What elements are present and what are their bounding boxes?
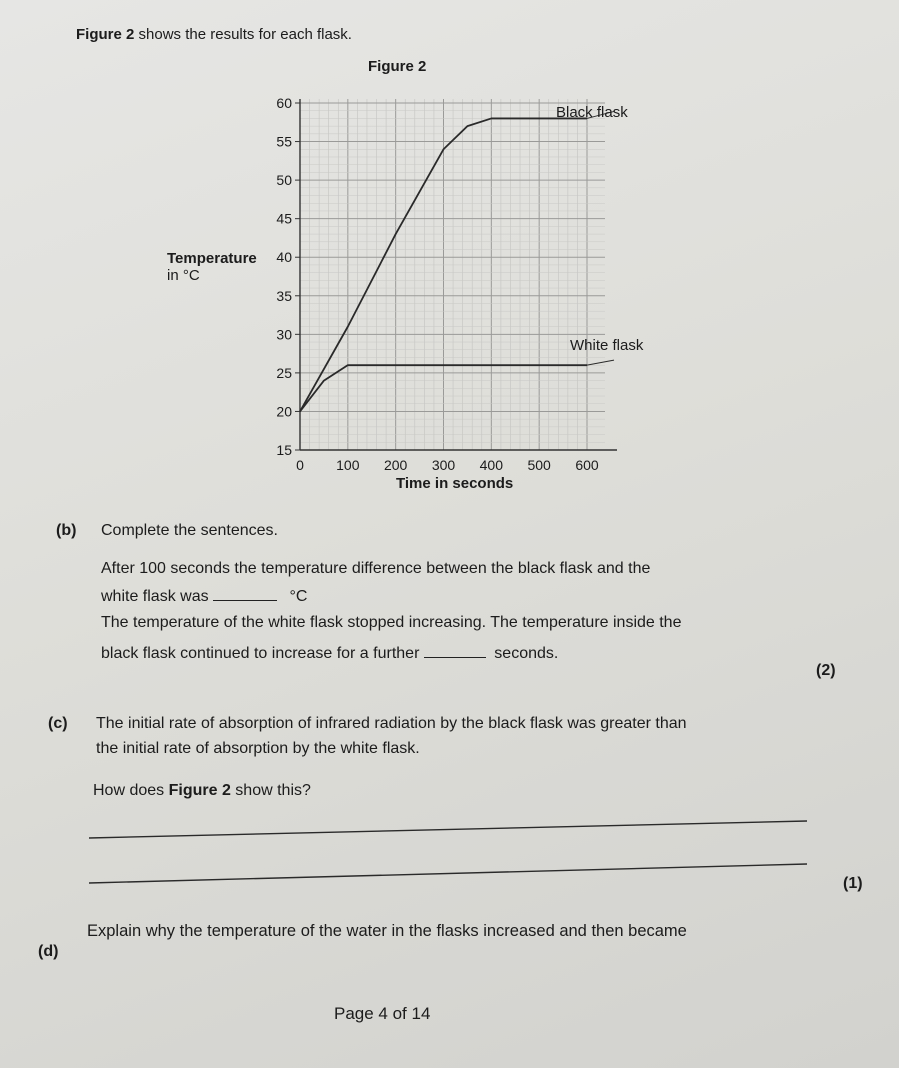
y-tick-label: 35 [276, 287, 292, 304]
part-b-line4-prefix: black flask continued to increase for a further [101, 645, 420, 662]
series-label-black-flask: Black flask [556, 104, 628, 121]
part-c-question-suffix: show this? [235, 782, 311, 799]
x-axis-label: Time in seconds [396, 475, 514, 492]
part-c-marks: (1) [843, 875, 863, 892]
part-b-line2-prefix: white flask was [101, 588, 209, 605]
part-c-question-prefix: How does [93, 782, 165, 799]
part-b-line2-unit: °C [289, 588, 308, 605]
x-tick-label: 300 [431, 457, 456, 473]
part-c-question-figure-ref: Figure 2 [168, 782, 231, 799]
part-b-label: (b) [56, 522, 77, 539]
part-c-line2: the initial rate of absorption by the white flask. [96, 740, 420, 757]
figure-title: Figure 2 [368, 58, 427, 75]
x-tick-label: 400 [479, 457, 504, 473]
part-c-answer-line-1[interactable] [89, 821, 807, 838]
x-tick-label: 0 [296, 457, 304, 473]
y-tick-label: 45 [276, 210, 292, 227]
y-axis-label-line2: in °C [167, 267, 200, 284]
part-c-label: (c) [48, 715, 68, 732]
page-number: Page 4 of 14 [334, 1004, 431, 1023]
part-b-line4-suffix: seconds. [494, 645, 559, 662]
y-tick-label: 20 [276, 403, 292, 420]
part-c-line1: The initial rate of absorption of infrared radiation by the black flask was greater than [96, 715, 687, 732]
part-d-line1: Explain why the temperature of the water in the flasks increased and then became [87, 922, 687, 940]
intro-figure-ref: Figure 2 [76, 26, 135, 43]
y-tick-label: 50 [276, 172, 292, 189]
x-tick-label: 500 [527, 457, 551, 473]
y-tick-label: 40 [276, 249, 292, 266]
part-b-marks: (2) [816, 662, 836, 679]
y-tick-label: 55 [276, 133, 292, 150]
y-tick-label: 25 [276, 364, 292, 381]
part-b-heading: Complete the sentences. [101, 522, 278, 539]
intro-suffix: shows the results for each flask. [138, 26, 352, 43]
part-d-label: (d) [38, 943, 59, 960]
x-tick-label: 100 [336, 457, 360, 473]
part-c-answer-line-2[interactable] [89, 864, 807, 883]
part-b-line1: After 100 seconds the temperature difference between the black flask and the [101, 560, 651, 577]
y-axis-label-line1: Temperature [167, 250, 257, 267]
y-tick-label: 30 [276, 326, 292, 343]
y-tick-label: 15 [276, 442, 292, 458]
series-label-white-flask: White flask [570, 337, 644, 354]
y-tick-label: 60 [276, 95, 292, 111]
x-tick-label: 600 [575, 457, 599, 473]
part-b-line3: The temperature of the white flask stopped increasing. The temperature inside the [101, 614, 682, 631]
x-tick-label: 200 [383, 457, 408, 473]
